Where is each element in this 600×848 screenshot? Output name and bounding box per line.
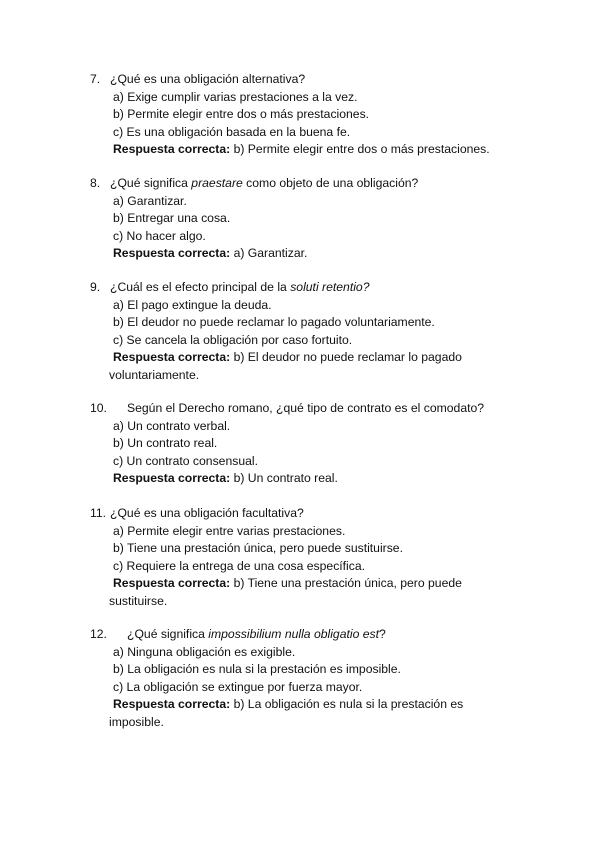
option-a: a) Permite elegir entre varias prestaciones. [113, 523, 346, 538]
option-b: b) Un contrato real. [113, 436, 218, 450]
correct-answer: Respuesta correcta: b) Permite elegir entre dos o más prestaciones. [113, 142, 490, 156]
option-c: c) Requiere la entrega de una cosa específica. [113, 558, 366, 573]
option-b: b) Tiene una prestación única, pero puede sustituirse. [113, 541, 403, 555]
correct-answer: Respuesta correcta: a) Garantizar. [113, 246, 308, 260]
question-number: 11. [90, 506, 107, 520]
correct-answer-continuation: voluntariamente. [109, 368, 200, 382]
question-number: 8. [90, 176, 101, 190]
correct-answer: Respuesta correcta: b) La obligación es nula si la prestación es [113, 697, 464, 711]
question-text: Según el Derecho romano, ¿qué tipo de contrato es el comodato? [127, 401, 485, 415]
question-text: ¿Qué es una obligación facultativa? [110, 506, 304, 520]
option-a: a) Garantizar. [113, 193, 187, 208]
correct-answer: Respuesta correcta: b) El deudor no puede reclamar lo pagado [113, 350, 462, 364]
option-b: b) Entregar una cosa. [113, 211, 231, 225]
option-a: a) Exige cumplir varias prestaciones a la vez. [113, 89, 358, 104]
question-number: 10. [90, 401, 107, 415]
question-text: ¿Qué significa praestare como objeto de una obligación? [110, 176, 419, 190]
question-text: ¿Qué significa impossibilium nulla obligatio est? [127, 627, 386, 641]
option-c: c) Es una obligación basada en la buena fe. [113, 124, 351, 139]
question-text: ¿Qué es una obligación alternativa? [110, 72, 306, 86]
option-a: a) Ninguna obligación es exigible. [113, 644, 296, 659]
question-number: 7. [90, 72, 101, 86]
option-b: b) La obligación es nula si la prestación es imposible. [113, 662, 401, 676]
correct-answer-continuation: imposible. [109, 715, 164, 729]
question-number: 12. [90, 627, 107, 641]
option-a: a) Un contrato verbal. [113, 418, 231, 433]
option-a: a) El pago extingue la deuda. [113, 297, 272, 312]
question-number: 9. [90, 280, 101, 294]
correct-answer: Respuesta correcta: b) Tiene una prestación única, pero puede [113, 576, 462, 590]
option-b: b) El deudor no puede reclamar lo pagado voluntariamente. [113, 315, 435, 329]
option-c: c) Un contrato consensual. [113, 453, 258, 468]
option-c: c) No hacer algo. [113, 228, 206, 243]
question-text: ¿Cuál es el efecto principal de la soluti retentio? [110, 280, 370, 294]
option-c: c) Se cancela la obligación por caso fortuito. [113, 332, 353, 347]
option-b: b) Permite elegir entre dos o más prestaciones. [113, 107, 370, 121]
correct-answer: Respuesta correcta: b) Un contrato real. [113, 471, 338, 485]
correct-answer-continuation: sustituirse. [109, 594, 168, 608]
option-c: c) La obligación se extingue por fuerza mayor. [113, 679, 363, 694]
